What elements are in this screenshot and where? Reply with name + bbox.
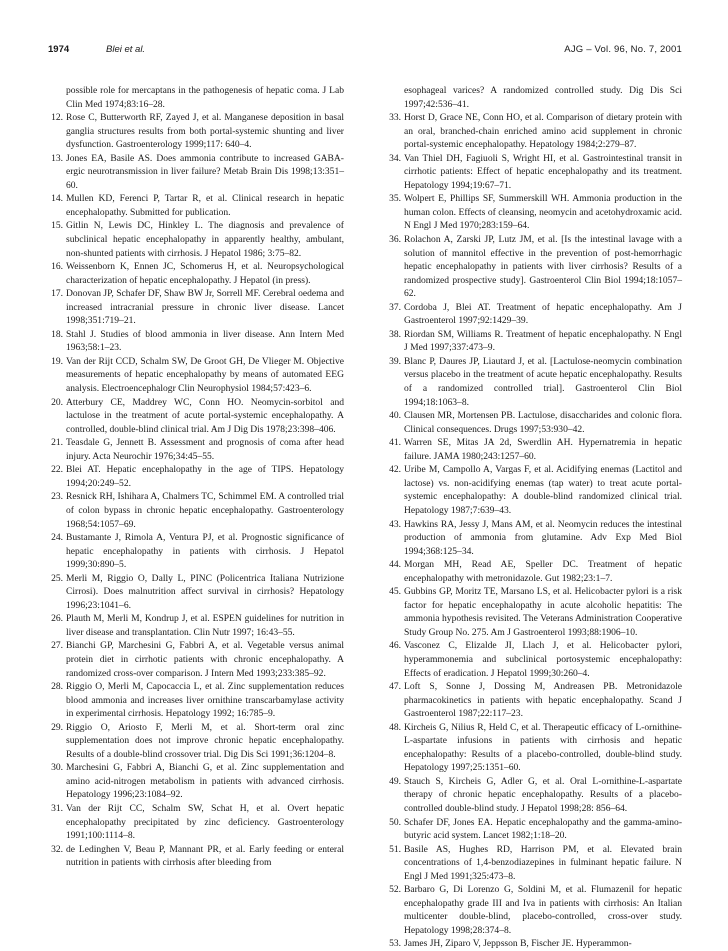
reference-continuation: [48, 84, 344, 111]
reference-text: Stauch S, Kircheis G, Adler G, et al. Oral L-ornithine-L-aspartate therapy of chronic hepatic encephalopathy. Results of a placebo-controlled double-blind study. J Hepatol 1998;28: 856–64.: [404, 775, 682, 814]
reference-number: 43.: [389, 518, 401, 530]
reference-text: Riggio O, Merli M, Capocaccia L, et al. Zinc supplementation reduces blood ammonia and increases liver ornithine transcarbamylase activity in experimental cirrhosis. Hepatology 1992; 16:785–9.: [66, 681, 344, 720]
reference-column-right: [386, 84, 682, 951]
reference-entry: [386, 355, 682, 409]
reference-number: 53.: [389, 938, 401, 950]
reference-text: Riggio O, Ariosto F, Merli M, et al. Short-term oral zinc supplementation does not improve chronic hepatic encephalopathy. Results of a double-blind crossover trial. Dig Dis Sci 1991;36:1204–8.: [66, 721, 344, 760]
reference-text: Bianchi GP, Marchesini G, Fabbri A, et al. Vegetable versus animal protein diet in cirrhotic patients with chronic encephalopathy. A randomized cross-over comparison. J Intern Med 1993;233:385–92.: [66, 640, 344, 679]
reference-number: 25.: [51, 572, 63, 584]
reference-entry: [386, 328, 682, 355]
reference-text: James JH, Ziparo V, Jeppsson B, Fischer JE. Hyperammon-: [404, 938, 632, 950]
reference-text: Gubbins GP, Moritz TE, Marsano LS, et al. Helicobacter pylori is a risk factor for hepatic encephalopathy in acute alcoholic hepatitis: The ammonia hypothesis revisited. The Veterans Administration Cooperative Study Group No. 275. Am J Gastroenterol 1993;88:1906–10.: [404, 586, 682, 638]
reference-number: 42.: [389, 464, 401, 476]
reference-entry: [48, 355, 344, 396]
reference-entry: [48, 111, 344, 152]
reference-entry: [386, 409, 682, 436]
reference-number: 21.: [51, 437, 63, 449]
reference-number: 44.: [389, 559, 401, 571]
reference-text: Rose C, Butterworth RF, Zayed J, et al. Manganese deposition in basal ganglia structures results from both portal-systemic shunting and liver dysfunction. Gastroenterology 1999;117: 640–4.: [66, 112, 344, 151]
reference-number: 22.: [51, 464, 63, 476]
reference-number: 49.: [389, 775, 401, 787]
reference-text: Stahl J. Studies of blood ammonia in liver disease. Ann Intern Med 1963;58:1–23.: [66, 328, 344, 354]
reference-entry: [386, 937, 682, 951]
reference-text: Cordoba J, Blei AT. Treatment of hepatic encephalopathy. Am J Gastroenterol 1997;92:1429–39.: [404, 301, 682, 327]
reference-entry: [386, 192, 682, 233]
reference-text: de Ledinghen V, Beau P, Mannant PR, et al. Early feeding or enteral nutrition in patients with cirrhosis after bleeding from: [66, 843, 344, 869]
reference-entry: [386, 558, 682, 585]
reference-entry: [48, 436, 344, 463]
reference-number: 24.: [51, 532, 63, 544]
reference-entry: [48, 572, 344, 613]
reference-number: 39.: [389, 355, 401, 367]
reference-entry: [48, 260, 344, 287]
reference-entry: [386, 152, 682, 193]
reference-text: Teasdale G, Jennett B. Assessment and prognosis of coma after head injury. Acta Neurochir 1976;34:45–55.: [66, 437, 344, 462]
reference-entry: [386, 111, 682, 152]
reference-number: 15.: [51, 220, 63, 232]
reference-number: 20.: [51, 396, 63, 408]
reference-number: 41.: [389, 437, 401, 449]
reference-entry: [48, 680, 344, 721]
reference-text: esophageal varices? A randomized controlled study. Dig Dis Sci 1997;42:536–41.: [404, 85, 682, 110]
reference-number: 12.: [51, 112, 63, 124]
reference-text: Vasconez C, Elizalde JI, Llach J, et al. Helicobacter pylori, hyperammonemia and subclinical portosystemic encephalopathy: Effects of eradication. J Hepatol 1999;30:260–4.: [404, 640, 682, 679]
reference-text: Schafer DF, Jones EA. Hepatic encephalopathy and the gamma-amino-butyric acid system. Lancet 1982;1:18–20.: [404, 816, 682, 842]
reference-text: Weissenborn K, Ennen JC, Schomerus H, et al. Neuropsychological characterization of hepatic encephalopathy. J Hepatol (in press).: [66, 261, 344, 286]
reference-entry: [386, 883, 682, 937]
reference-text: Resnick RH, Ishihara A, Chalmers TC, Schimmel EM. A controlled trial of colon bypass in chronic hepatic encephalopathy. Gastroenterology 1968;54:1057–69.: [66, 491, 344, 530]
reference-text: Clausen MR, Mortensen PB. Lactulose, disaccharides and colonic flora. Clinical consequences. Drugs 1997;53:930–42.: [404, 410, 682, 435]
reference-entry: [386, 775, 682, 816]
reference-number: 19.: [51, 355, 63, 367]
reference-text: Marchesini G, Fabbri A, Bianchi G, et al. Zinc supplementation and amino acid-nitrogen metabolism in patients with advanced cirrhosis. Hepatology 1996;23:1084–92.: [66, 762, 344, 801]
reference-text: Uribe M, Campollo A, Vargas F, et al. Acidifying enemas (Lactitol and lactose) vs. non-acidifying enemas (tap water) to treat acute portal-systemic encephalopathy: A double-blind randomized clinical trial. Hepatology 1987;7:639–43.: [404, 464, 682, 516]
reference-entry: [48, 396, 344, 437]
reference-number: 27.: [51, 640, 63, 652]
reference-text: Morgan MH, Read AE, Speller DC. Treatment of hepatic encephalopathy with metronidazole. Gut 1982;23:1–7.: [404, 559, 682, 584]
reference-text: Van der Rijt CCD, Schalm SW, De Groot GH, De Vlieger M. Objective measurements of hepatic encephalopathy by means of automated EEG analysis. Electroencephalogr Clin Neurophysiol 1984;57:423–6.: [66, 355, 344, 395]
reference-entry: [48, 328, 344, 355]
reference-text: Kircheis G, Nilius R, Held C, et al. Therapeutic efficacy of L-ornithine-L-aspartate infusions in patients with cirrhosis and hepatic encephalopathy: Results of a placebo-controlled, double-blind study. Hepatology 1997;25:1351–60.: [404, 721, 682, 774]
reference-entry: [386, 518, 682, 559]
reference-number: 52.: [389, 884, 401, 896]
reference-number: 40.: [389, 410, 401, 422]
reference-entry: [386, 463, 682, 517]
reference-number: 50.: [389, 816, 401, 828]
reference-entry: [386, 301, 682, 328]
reference-text: Basile AS, Hughes RD, Harrison PM, et al. Elevated brain concentrations of 1,4-benzodiazepines in fulminant hepatic failure. N Engl J Med 1991;325:473–8.: [404, 843, 682, 882]
reference-number: 51.: [389, 843, 401, 855]
reference-entry: [48, 152, 344, 193]
page-number: 1974: [48, 44, 70, 55]
reference-text: Van der Rijt CC, Schalm SW, Schat H, et al. Overt hepatic encephalopathy precipitated by zinc deficiency. Gastroenterology 1991;100:1114–8.: [66, 802, 344, 842]
reference-entry: [48, 219, 344, 260]
reference-text: possible role for mercaptans in the pathogenesis of hepatic coma. J Lab Clin Med 1974;83:16–28.: [66, 85, 344, 110]
reference-text: Atterbury CE, Maddrey WC, Conn HO. Neomycin-sorbitol and lactulose in the treatment of acute portal-systemic encephalopathy. A controlled, double-blind clinical trial. Am J Dig Dis 1978;23:398–406.: [66, 396, 344, 435]
reference-number: 13.: [51, 152, 63, 164]
reference-number: 30.: [51, 762, 63, 774]
reference-number: 33.: [389, 112, 401, 124]
reference-entry: [386, 436, 682, 463]
reference-continuation: [386, 84, 682, 111]
reference-text: Warren SE, Mitas JA 2d, Swerdlin AH. Hypernatremia in hepatic failure. JAMA 1980;243:1257–60.: [404, 437, 682, 462]
reference-text: Mullen KD, Ferenci P, Tartar R, et al. Clinical research in hepatic encephalopathy. Submitted for publication.: [66, 193, 344, 218]
reference-text: Merli M, Riggio O, Dally L, PINC (Policentrica Italiana Nutrizione Cirrosi). Does malnutrition affect survival in cirrhosis? Hepatology 1996;23:1041–6.: [66, 572, 344, 611]
reference-entry: [386, 816, 682, 843]
reference-entry: [48, 761, 344, 802]
reference-number: 14.: [51, 193, 63, 205]
reference-number: 17.: [51, 288, 63, 300]
reference-number: 29.: [51, 721, 63, 733]
reference-entry: [48, 721, 344, 762]
reference-number: 34.: [389, 152, 401, 164]
reference-number: 18.: [51, 328, 63, 340]
reference-entry: [386, 680, 682, 721]
reference-number: 37.: [389, 301, 401, 313]
reference-column-left: [48, 84, 344, 870]
reference-number: 47.: [389, 681, 401, 693]
journal-citation: AJG – Vol. 96, No. 7, 2001: [564, 44, 682, 55]
reference-number: 32.: [51, 843, 63, 855]
running-authors: Blei et al.: [106, 44, 146, 55]
reference-entry: [386, 843, 682, 884]
reference-text: Riordan SM, Williams R. Treatment of hepatic encephalopathy. N Engl J Med 1997;337:473–9.: [404, 328, 682, 354]
reference-entry: [48, 490, 344, 531]
reference-text: Plauth M, Merli M, Kondrup J, et al. ESPEN guidelines for nutrition in liver disease and transplantation. Clin Nutr 1997; 16:43–55.: [66, 613, 344, 638]
reference-entry: [48, 463, 344, 490]
reference-entry: [48, 639, 344, 680]
reference-text: Van Thiel DH, Fagiuoli S, Wright HI, et al. Gastrointestinal transit in cirrhotic patients: Effect of hepatic encephalopathy and its treatment. Hepatology 1994;19:67–71.: [404, 152, 682, 191]
reference-number: 48.: [389, 721, 401, 733]
reference-entry: [48, 192, 344, 219]
reference-text: Loft S, Sonne J, Dossing M, Andreasen PB. Metronidazole pharmacokinetics in patients with hepatic encephalopathy. Scand J Gastroenterol 1987;22:117–23.: [404, 681, 682, 720]
reference-number: 31.: [51, 802, 63, 814]
reference-number: 38.: [389, 328, 401, 340]
reference-number: 23.: [51, 491, 63, 503]
reference-entry: [48, 843, 344, 870]
reference-entry: [386, 585, 682, 639]
reference-text: Jones EA, Basile AS. Does ammonia contribute to increased GABA-ergic neurotransmission in liver failure? Metab Brain Dis 1998;13:351–60.: [66, 152, 344, 191]
reference-text: Rolachon A, Zarski JP, Lutz JM, et al. [Is the intestinal lavage with a solution of mannitol effective in the prevention of post-hemorrhagic hepatic encephalopathy in patients with liver cirrhosis? Results of a randomized prospective study]. Gastroenterol Clin Biol 1994;18:1057–62.: [404, 234, 682, 300]
reference-entry: [386, 639, 682, 680]
reference-entry: [386, 721, 682, 775]
reference-entry: [386, 233, 682, 301]
running-header: [48, 44, 682, 58]
reference-text: Wolpert E, Phillips SF, Summerskill WH. Ammonia production in the human colon. Effects of cleansing, neomycin and acetohydroxamic acid. N Engl J Med 1970;283:159–64.: [404, 193, 682, 232]
reference-entry: [48, 612, 344, 639]
reference-entry: [48, 531, 344, 572]
reference-number: 45.: [389, 586, 401, 598]
reference-text: Hawkins RA, Jessy J, Mans AM, et al. Neomycin reduces the intestinal production of ammonia from glutamine. Adv Exp Med Biol 1994;368:125–34.: [404, 518, 682, 557]
reference-text: Bustamante J, Rimola A, Ventura PJ, et al. Prognostic significance of hepatic encephalopathy in patients with cirrhosis. J Hepatol 1999;30:890–5.: [66, 532, 344, 571]
reference-number: 28.: [51, 681, 63, 693]
reference-text: Horst D, Grace NE, Conn HO, et al. Comparison of dietary protein with an oral, branched-chain enriched amino acid supplement in chronic portal-systemic encephalopathy. Hepatology 1984;2:279–87.: [404, 112, 682, 151]
reference-text: Blanc P, Daures JP, Liautard J, et al. [Lactulose-neomycin combination versus placebo in the treatment of acute hepatic encephalopathy. Results of a randomized controlled trial]. Gastroenterol Clin Biol 1994;18:1063–8.: [404, 355, 682, 408]
reference-text: Barbaro G, Di Lorenzo G, Soldini M, et al. Flumazenil for hepatic encephalopathy grade III and Iva in patients with cirrhosis: An Italian multicenter double-blind, placebo-controlled, cross-over study. Hepatology 1998;28:374–8.: [404, 884, 682, 936]
reference-text: Gitlin N, Lewis DC, Hinkley L. The diagnosis and prevalence of subclinical hepatic encephalopathy in apparently healthy, ambulant, non-shunted patients with cirrhosis. J Hepatol 1986; 3:75–82.: [66, 220, 344, 259]
reference-entry: [48, 287, 344, 328]
reference-number: 46.: [389, 640, 401, 652]
reference-number: 26.: [51, 613, 63, 625]
reference-number: 36.: [389, 234, 401, 246]
reference-entry: [48, 802, 344, 843]
reference-text: Blei AT. Hepatic encephalopathy in the age of TIPS. Hepatology 1994;20:249–52.: [66, 464, 344, 489]
reference-number: 16.: [51, 261, 63, 273]
reference-text: Donovan JP, Schafer DF, Shaw BW Jr, Sorrell MF. Cerebral oedema and increased intracranial pressure in chronic liver disease. Lancet 1998;351:719–21.: [66, 288, 344, 327]
reference-number: 35.: [389, 193, 401, 205]
